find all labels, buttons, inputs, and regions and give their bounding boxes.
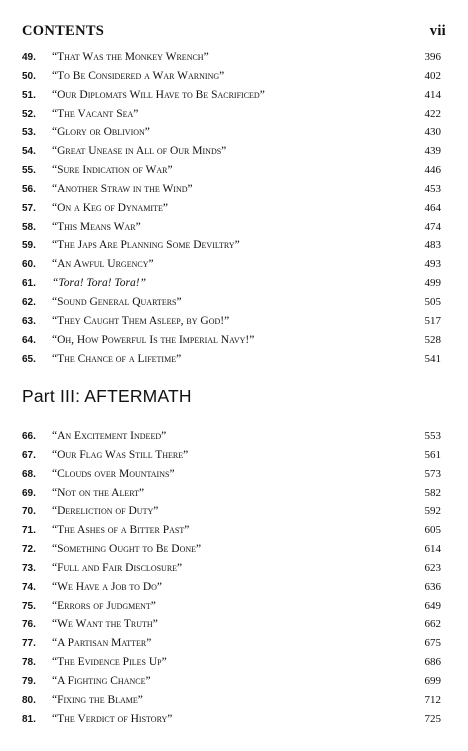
chapter-title: “Tora! Tora! Tora!” (52, 277, 146, 290)
toc-entry (22, 350, 441, 369)
page-number: 675 (424, 637, 441, 650)
chapter-title: “A Partisan Matter” (52, 637, 152, 650)
chapter-title: “To Be Considered a War Warning” (52, 69, 225, 82)
toc-entry (22, 672, 441, 691)
chapter-number: 76. (22, 619, 36, 631)
chapter-number: 56. (22, 183, 36, 195)
toc-entry (22, 484, 441, 503)
page-number: 636 (424, 580, 441, 593)
chapter-title: “A Fighting Chance” (52, 674, 151, 687)
chapter-number: 52. (22, 108, 36, 120)
chapter-title: “Dereliction of Duty” (52, 505, 159, 518)
toc-entry (22, 597, 441, 616)
chapter-number: 81. (22, 713, 36, 725)
page-number: 474 (424, 220, 441, 233)
page-number: 453 (424, 182, 441, 195)
chapter-title: “The Chance of a Lifetime” (52, 352, 182, 365)
chapter-number: 78. (22, 657, 36, 669)
toc-entry (22, 255, 441, 274)
chapter-title: “They Caught Them Asleep, by God!” (52, 314, 230, 327)
page-number: 699 (424, 674, 441, 687)
page-number: 402 (424, 69, 441, 82)
chapter-title: “The Japs Are Planning Some Deviltry” (52, 239, 240, 252)
toc-entry (22, 48, 441, 67)
chapter-title: “The Evidence Piles Up” (52, 656, 167, 669)
page-number: 493 (424, 258, 441, 271)
toc-entry (22, 236, 441, 255)
chapter-number: 69. (22, 487, 36, 499)
page-number: 541 (424, 352, 441, 365)
page-number: 582 (424, 486, 441, 499)
chapter-number: 74. (22, 581, 36, 593)
chapter-title: “Glory or Oblivion” (52, 126, 150, 139)
toc-entry (22, 578, 441, 597)
toc-entry (22, 559, 441, 578)
header-title: CONTENTS (22, 23, 105, 39)
chapter-number: 67. (22, 449, 36, 461)
chapter-title: “The Verdict of History” (52, 712, 173, 725)
chapter-number: 72. (22, 544, 36, 556)
toc-entry (22, 312, 441, 331)
chapter-title: “This Means War” (52, 220, 141, 233)
chapter-title: “Sound General Quarters” (52, 295, 182, 308)
page-number: 712 (424, 693, 441, 706)
page-number: 649 (424, 599, 441, 612)
chapter-title: “Errors of Judgment” (52, 599, 156, 612)
chapter-number: 63. (22, 315, 36, 327)
chapter-number: 64. (22, 334, 36, 346)
page-number: 483 (424, 239, 441, 252)
chapter-number: 53. (22, 127, 36, 139)
page-number: 499 (424, 277, 441, 290)
page-number: 464 (424, 201, 441, 214)
chapter-number: 58. (22, 221, 36, 233)
chapter-number: 65. (22, 353, 36, 365)
chapter-number: 61. (22, 278, 36, 290)
part-heading: Part III: AFTERMATH (22, 386, 192, 406)
chapter-title: “Another Straw in the Wind” (52, 182, 193, 195)
toc-entry (22, 331, 441, 350)
page-number: 505 (424, 295, 441, 308)
toc-entry (22, 502, 441, 521)
chapter-number: 68. (22, 468, 36, 480)
chapter-number: 73. (22, 562, 36, 574)
chapter-title: “On a Keg of Dynamite” (52, 201, 168, 214)
chapter-title: “Our Flag Was Still There” (52, 448, 189, 461)
page-number: 614 (424, 543, 441, 556)
chapter-number: 71. (22, 525, 36, 537)
page-number: 517 (424, 314, 441, 327)
chapter-number: 54. (22, 146, 36, 158)
chapter-title: “Clouds over Mountains” (52, 467, 175, 480)
chapter-title: “Great Unease in All of Our Minds” (52, 145, 227, 158)
page-number: 592 (424, 505, 441, 518)
chapter-title: “An Excitement Indeed” (52, 430, 167, 442)
chapter-title: “We Want the Truth” (52, 618, 158, 631)
chapter-number: 60. (22, 259, 36, 271)
toc-entry (22, 218, 441, 237)
page-number: 553 (424, 430, 441, 442)
page-number: 623 (424, 561, 441, 574)
page-number: 725 (424, 712, 441, 725)
chapter-list-part-3 (22, 427, 441, 729)
chapter-number: 80. (22, 694, 36, 706)
page-number: 396 (424, 51, 441, 63)
page-number: 414 (424, 88, 441, 101)
chapter-title: “An Awful Urgency” (52, 258, 154, 271)
chapter-number: 75. (22, 600, 36, 612)
page-number: 430 (424, 126, 441, 139)
chapter-title: “The Vacant Sea” (52, 107, 139, 120)
chapter-number: 70. (22, 506, 36, 518)
page-number: 439 (424, 145, 441, 158)
chapter-title: “Our Diplomats Will Have to Be Sacrificed” (52, 88, 265, 101)
toc-entry (22, 615, 441, 634)
chapter-title: “Not on the Alert” (52, 486, 145, 499)
page-number: 605 (424, 524, 441, 537)
toc-entry (22, 427, 441, 446)
chapter-title: “Full and Fair Disclosure” (52, 561, 183, 574)
chapter-title: “Oh, How Powerful Is the Imperial Navy!” (52, 333, 255, 346)
chapter-number: 77. (22, 638, 36, 650)
toc-entry (22, 634, 441, 653)
chapter-number: 79. (22, 675, 36, 687)
chapter-number: 62. (22, 296, 36, 308)
chapter-number: 66. (22, 431, 36, 442)
page-number: 422 (424, 107, 441, 120)
toc-entry (22, 653, 441, 672)
toc-entry (22, 86, 441, 105)
toc-entry (22, 142, 441, 161)
page-number: 528 (424, 333, 441, 346)
toc-entry (22, 465, 441, 484)
toc-entry (22, 540, 441, 559)
toc-entry (22, 67, 441, 86)
toc-entry (22, 521, 441, 540)
page-number: 573 (424, 467, 441, 480)
chapter-title: “The Ashes of a Bitter Past” (52, 524, 190, 537)
chapter-title: “Fixing the Blame” (52, 693, 143, 706)
chapter-list-part-2 (22, 48, 441, 368)
chapter-number: 49. (22, 52, 36, 63)
toc-entry (22, 105, 441, 124)
chapter-title: “That Was the Monkey Wrench” (52, 51, 209, 63)
toc-entry (22, 446, 441, 465)
chapter-title: “We Have a Job to Do” (52, 580, 163, 593)
page-number: 561 (424, 448, 441, 461)
toc-entry (22, 123, 441, 142)
chapter-number: 55. (22, 165, 36, 177)
toc-entry (22, 199, 441, 218)
toc-entry (22, 161, 441, 180)
toc-entry (22, 710, 441, 729)
toc-entry (22, 274, 441, 293)
page-number: 686 (424, 656, 441, 669)
chapter-title: “Something Ought to Be Done” (52, 543, 202, 556)
page-number: 446 (424, 164, 441, 177)
chapter-number: 57. (22, 202, 36, 214)
toc-entry (22, 293, 441, 312)
chapter-number: 50. (22, 70, 36, 82)
chapter-number: 59. (22, 240, 36, 252)
page-number: 662 (424, 618, 441, 631)
chapter-number: 51. (22, 89, 36, 101)
page-header (22, 23, 446, 43)
header-folio: vii (429, 23, 446, 39)
toc-entry (22, 691, 441, 710)
toc-entry (22, 180, 441, 199)
chapter-title: “Sure Indication of War” (52, 164, 173, 177)
